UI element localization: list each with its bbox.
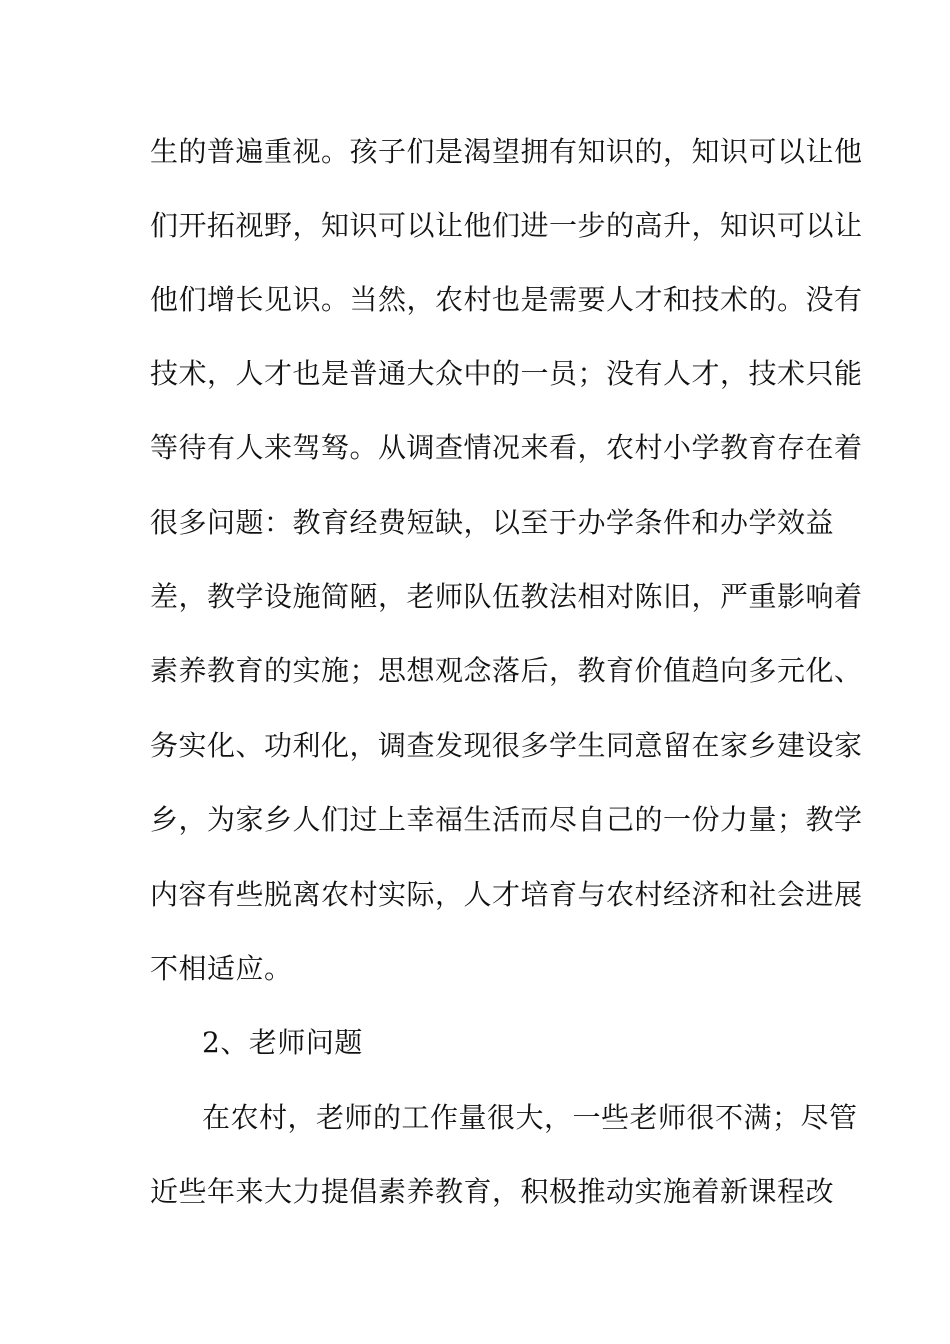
paragraph-line: 不相适应。: [150, 952, 293, 985]
paragraph-line: 近些年来大力提倡素养教育，积极推动实施着新课程改: [150, 1175, 835, 1208]
paragraph-line: 他们增长见识。当然，农村也是需要人才和技术的。没有: [150, 283, 863, 316]
paragraph-line: 技术，人才也是普通大众中的一员；没有人才，技术只能: [150, 357, 863, 390]
paragraph-line: 乡，为家乡人们过上幸福生活而尽自己的一份力量；教学: [150, 803, 863, 836]
paragraph-line: 等待有人来驾驽。从调查情况来看，农村小学教育存在着: [150, 431, 863, 464]
paragraph-line: 务实化、功利化，调查发现很多学生同意留在家乡建设家: [150, 729, 863, 762]
section-heading: 2、老师问题: [202, 1026, 363, 1059]
paragraph-line: 们开拓视野，知识可以让他们进一步的高升，知识可以让: [150, 209, 863, 242]
paragraph-line: 生的普遍重视。孩子们是渴望拥有知识的，知识可以让他: [150, 135, 863, 168]
paragraph-line: 内容有些脱离农村实际，人才培育与农村经济和社会进展: [150, 878, 863, 911]
paragraph-line: 很多问题：教育经费短缺，以至于办学条件和办学效益: [150, 506, 835, 539]
paragraph-line: 差，教学设施简陋，老师队伍教法相对陈旧，严重影响着: [150, 580, 863, 613]
paragraph-line: 素养教育的实施；思想观念落后，教育价值趋向多元化、: [150, 654, 863, 687]
paragraph-line: 在农村，老师的工作量很大，一些老师很不满；尽管: [202, 1101, 858, 1134]
